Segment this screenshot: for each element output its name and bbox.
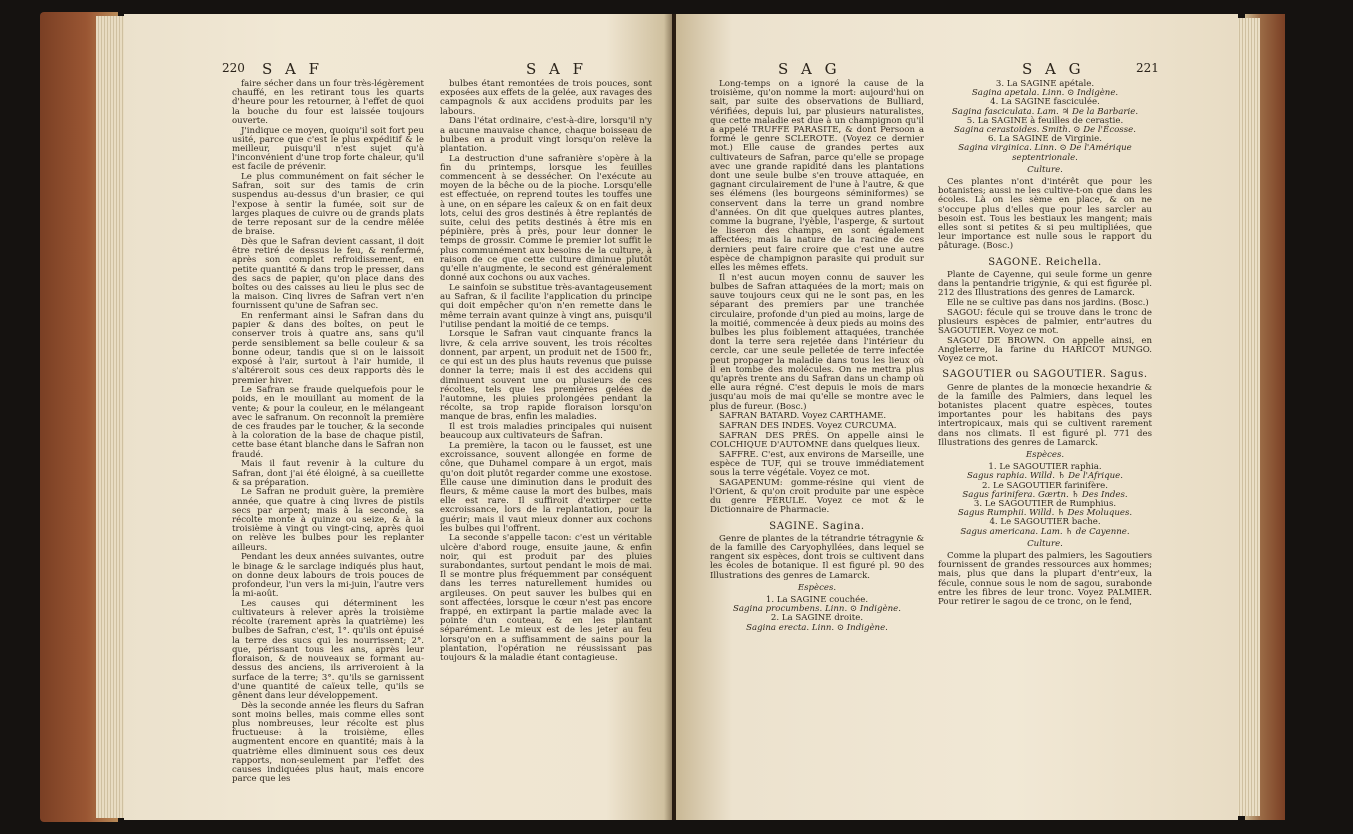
paragraph: Il n'est aucun moyen connu de sauver les bulbes de Safran attaquées de la mort; mais on sauve toujours ceux qui ne le sont pas, en les séparant des premiers par une tranchée circulaire, profonde d'un pied au moins, large de la moitié, commencée à deux pieds au moins des bulbes les plus foiblement attaquées, tranchée dont la terre sera rejetée dans l'intérieur du cercle, car une seule pelletée de terre infectée peut propager la maladie dans tous les lieux où il en tombe des molécules. On ne mettra plus qu'après trente ans du Safran dans un champ où elle aura régné. C'est depuis le mois de mars jusqu'au mois de mai qu'elle se montre avec le plus de fureur. (Bosc.) [710, 272, 924, 412]
species-latin: Sagina cerastoides. Smith. ⊙ De l'Écosse. [954, 125, 1136, 136]
species-entry: 3. Le SAGOUTIER de Rumphius. [973, 499, 1117, 510]
right-page-column-1 [710, 80, 924, 633]
species-latin: Sagus farinifera. Gærtn. ♄ Des Indes. [962, 489, 1128, 500]
paragraph: Comme la plupart des palmiers, les Sagoutiers fournissent de grandes ressources aux hommes; mais, plus que dans la plupart d'entr'eux, la fécule, connue sous le nom de sagou, surabonde entre les fibres de leur tronc. Voyez PALMIER. Pour retirer le sagou de ce tronc, on le fend, [938, 551, 1152, 608]
paragraph: SAFRAN BATARD. Voyez CARTHAME. [719, 411, 887, 422]
running-head-right: S A G [1022, 60, 1085, 78]
paragraph: SAGAPENUM: gomme-résine qui vient de l'Orient, & qu'on croit produite par une espèce du genre FÉRULE. Voyez ce mot & le Dictionnaire de Pharmacie. [710, 477, 924, 516]
species-latin: Sagina virginica. Linn. ⊙ De l'Amérique septentrionale. [958, 143, 1132, 163]
paragraph: Le Safran se fraude quelquefois pour le poids, en le mouillant au moment de la vente; & pour la couleur, en le mélangeant avec le safranum. On reconnoît la première de ces fraudes par le toucher, & la seconde à la coloration de la base de chaque pistil, cette base étant blanche dans le Safran non fraudé. [232, 385, 424, 460]
species-latin: Sagina erecta. Linn. ⊙ Indigène. [746, 622, 888, 633]
paragraph: En renfermant ainsi le Safran dans du papier & dans des boîtes, on peut le conserver trois à quatre ans, sans qu'il perde sensiblement sa belle couleur & sa bonne odeur, tandis que si on le laissoit exposé à l'air, surtout à l'air humide, il s'altéreroit sous ces deux rapports dès le premier hiver. [232, 311, 424, 386]
paragraph: Les causes qui déterminent les cultivateurs à relever après la troisième récolte (rarement après la quatrième) les bulbes de Safran, c'est, 1°. qu'ils ont épuisé la terre des sucs qui les nourrissent; 2°. que, périssant tous les ans, après leur floraison, & de nouveaux se formant au-dessus des anciens, ils arriveroient à la surface de la terre; 3°. qu'ils se garnissent d'une quantité de caïeux telle, qu'ils se gênent dans leur développement. [232, 598, 424, 701]
paragraph: La destruction d'une safranière s'opère à la fin du printemps, lorsque les feuilles commencent à se dessécher. On l'exécute au moyen de la bêche ou de la pioche. Lorsqu'elle est effectuée, on reprend toutes les touffes une à une, on en sépare les caïeux & on en fait deux lots, celui des gros destinés à être replantés de suite, celui des petits destinés à être mis en pépinière, près à près, pour leur donner le temps de grossir. Comme le premier lot suffit le plus communément aux besoins de la culture, à raison de ce que cette culture diminue plutôt qu'elle n'augmente, le second est généralement donné aux cochons ou aux vaches. [440, 153, 652, 284]
paragraph: Dans l'état ordinaire, c'est-à-dire, lorsqu'il n'y a aucune mauvaise chance, chaque boisseau de bulbes en a produit vingt lorsqu'on relève la plantation. [440, 116, 652, 154]
paragraph: Ces plantes n'ont d'intérêt que pour les botanistes; aussi ne les cultive-t-on que dans les écoles. Là on les sème en place, & on ne s'occupe plus d'elles que pour les sarcler au besoin est. Tous les bestiaux les mangent; mais elles sont si petites & si peu multipliées, que leur importance est nulle sous le rapport du pâturage. (Bosc.) [938, 177, 1152, 252]
section-culture: Culture. [1027, 538, 1063, 549]
paragraph: SAFRAN DES INDES. Voyez CURCUMA. [719, 421, 897, 432]
running-head-left-col2: S A F [526, 60, 588, 78]
paragraph: La première, la tacon ou le fausset, est une excroissance, souvent allongée en forme de cône, que Duhamel compare à un ergot, mais qu'on doit plutôt regarder comme une exostose. Elle cause une diminution dans le produit des fleurs, & même cause la mort des bulbes, mais elle est rare. Il suffiroit d'extirper cette excroissance, lors de la replantation, pour la guérir; mais il vaut mieux donner aux cochons les bulbes qui l'offrent. [440, 440, 652, 534]
species-latin: Sagus americana. Lam. ♄ de Cayenne. [960, 526, 1130, 537]
species-entry: 5. La SAGINE à feuilles de cerastie. [966, 115, 1124, 126]
species-entry: 1. La SAGINE couchée. [765, 594, 869, 605]
right-page [676, 14, 1238, 820]
species-latin: Sagina procumbens. Linn. ⊙ Indigène. [733, 604, 901, 615]
running-head-right-col1: S A G [778, 60, 841, 78]
species-entry: 4. La SAGINE fasciculée. [990, 97, 1100, 108]
right-page-column-2 [938, 80, 1152, 608]
section-especes: Espèces. [1025, 450, 1065, 461]
paragraph: bulbes étant remontées de trois pouces, sont exposées aux effets de la gelée, aux ravages des campagnols & aux accidens produits par les labours. [440, 79, 652, 117]
species-latin: Sagus Rumphii. Willd. ♄ Des Moluques. [957, 508, 1133, 519]
species-entry: 6. La SAGINE de Virginie. [988, 134, 1102, 145]
left-page-column-2 [440, 80, 652, 664]
species-latin: Sagina apetala. Linn. ⊙ Indigène. [971, 88, 1119, 99]
species-latin: Sagina fasciculata. Lam. ♃ De la Barbarie. [951, 106, 1139, 117]
species-latin: Sagus raphia. Willd. ♄ De l'Afrique. [967, 471, 1123, 482]
paragraph: SAFFRE. C'est, aux environs de Marseille, une espèce de TUF, qui se trouve immédiatement sous la terre végétale. Voyez ce mot. [710, 449, 924, 479]
paragraph: SAGOU: fécule qui se trouve dans le tronc de plusieurs espèces de palmier, entr'autres du SAGOUTIER. Voyez ce mot. [938, 307, 1152, 337]
section-culture: Culture. [1027, 164, 1063, 175]
section-especes: Espèces. [797, 582, 837, 593]
entry-heading-sagone: SAGONE. Reichella. [988, 256, 1102, 268]
left-page-column-1 [232, 80, 424, 785]
paragraph: Il est trois maladies principales qui nuisent beaucoup aux cultivateurs de Safran. [440, 422, 652, 442]
paragraph: Genre de plantes de la monœcie hexandrie & de la famille des Palmiers, dans lequel les botanistes placent quatre espèces, toutes importantes pour les habitans des pays intertropicaux, mais qui se cultivent rarement dans nos climats. Il est figuré pl. 771 des Illustrations des genres de Lamarck. [938, 382, 1152, 448]
species-entry: 2. La SAGINE droite. [770, 613, 864, 624]
paragraph: Dès la seconde année les fleurs du Safran sont moins belles, mais comme elles sont plus nombreuses, leur récolte est plus fructueuse: à la troisième, elles augmentent encore en quantité; mais à la quatrième elles diminuent sous ces deux rapports, non-seulement par l'effet des causes indiquées plus haut, mais encore parce que les [232, 700, 424, 785]
paragraph: faire sécher dans un four très-légèrement chauffé, en les retirant tous les quarts d'heure pour les retourner, à l'effet de quoi la bouche du four est laissée toujours ouverte. [232, 79, 424, 126]
paragraph: Mais il faut revenir à la culture du Safran, dont j'ai été éloigné, à sa cueillette & sa préparation. [232, 459, 424, 488]
running-head-left: S A F [262, 60, 324, 78]
paragraph: Pendant les deux années suivantes, outre le binage & le sarclage indiqués plus haut, on donne deux labours de trois pouces de profondeur, l'un vers la mi-juin, l'autre vers la mi-août. [232, 552, 424, 600]
species-entry: 4. Le SAGOUTIER bache. [989, 517, 1101, 528]
entry-heading-sagine: SAGINE. Sagina. [769, 520, 865, 532]
paragraph: SAGOU DE BROWN. On appelle ainsi, en Angleterre, la farine du HARICOT MUNGO. Voyez ce mot. [938, 335, 1152, 365]
paragraph: Dès que le Safran devient cassant, il doit être retiré de dessus le feu, & renfermé, après son complet refroidissement, en petite quantité & dans trop le presser, dans des sacs de papier, qu'on place dans des boîtes ou des caisses au lieu le plus sec de la maison. Cinq livres de Safran vert n'en fournissent qu'une de Safran sec. [232, 236, 424, 312]
species-entry: 2. Le SAGOUTIER farinifère. [982, 480, 1108, 491]
species-entry: 1. Le SAGOUTIER raphia. [988, 462, 1102, 473]
paragraph: Le Safran ne produit guère, la première année, que quatre à cinq livres de pistils secs par arpent; mais à la seconde, sa récolte monte à quinze ou seize, & à la troisième à vingt ou vingt-cinq, après quoi on relève les bulbes pour les replanter ailleurs. [232, 487, 424, 553]
page-edges-right [1236, 18, 1260, 816]
paragraph: Le sainfoin se substitue très-avantageusement au Safran, & il facilite l'application du principe qui doit empêcher qu'on n'en remette dans le même terrain avant quinze à vingt ans, puisqu'il l'utilise pendant la moitié de ce temps. [440, 282, 652, 330]
paragraph: Lorsque le Safran vaut cinquante francs la livre, & cela arrive souvent, les trois récoltes donnent, par arpent, un produit net de 1500 fr., ce qui est un des plus hauts revenus que puisse donner la terre; mais il est des accidens qui diminuent souvent une ou plusieurs de ces récoltes, tels que les premières gelées de l'automne, les pluies prolongées pendant la récolte, sa trop rapide floraison lorsqu'on manque de bras, enfin les maladies. [440, 329, 652, 423]
entry-heading-sagoutier: SAGOUTIER ou SAGOUTIER. Sagus. [942, 369, 1148, 381]
paragraph: Genre de plantes de la tétrandrie tétragynie & de la famille des Caryophyllées, dans lequel se rangent six espèces, dont trois se cultivent dans les écoles de botanique. Il est figuré pl. 90 des Illustrations des genres de Lamarck. [710, 533, 924, 581]
left-page [124, 14, 672, 820]
paragraph: Long-temps on a ignoré la cause de la troisième, qu'on nomme la mort: aujourd'hui on sait, par suite des observations de Bulliard, vérifiées, depuis lui, par plusieurs naturalistes, que cette maladie est due à un champignon qu'il a appelé TRUFFE PARASITE, & dont Persoon a formé le genre SCLEROTE. (Voyez ce dernier mot.) Elle cause de grandes pertes aux cultivateurs de Safran, parce qu'elle se propage avec une grande rapidité dans les plantations dont une seule bulbe s'en trouve attaquée, en gagnant circulairement de l'une à l'autre, & que ses élémens (les bourgeons séminiformes) se conservent dans la terre un grand nombre d'années. On dit que quelques autres plantes, comme la bugrane, l'yèble, l'asperge, & surtout le liseron des champs, en sont également affectées; mais la nature de la racine de ces derniers peut faire croire que c'est une autre espèce de champignon parasite qui produit sur elles les mêmes effets. [710, 79, 924, 274]
paragraph: J'indique ce moyen, quoiqu'il soit fort peu usité, parce que c'est le plus expéditif & le meilleur, puisqu'il n'est sujet qu'à l'inconvénient d'une trop forte chaleur, qu'il est facile de prévenir. [232, 125, 424, 173]
paragraph: La seconde s'appelle tacon: c'est un véritable ulcère d'abord rouge, ensuite jaune, & enfin noir, qui est produit par des pluies surabondantes, surtout pendant le mois de mai. Il se montre plus fréquemment par conséquent dans les terres naturellement humides ou argileuses. On peut sauver les bulbes qui en sont affectées, lorsque le cœur n'est pas encore frappé, en extirpant la partie malade avec la pointe d'un couteau, & en les plantant séparément. Le mieux est de les jeter au feu lorsqu'on en a suffisamment de sains pour la plantation, l'opération ne réussissant pas toujours & la maladie étant contagieuse. [440, 533, 652, 664]
paragraph: Elle ne se cultive pas dans nos jardins. (Bosc.) [947, 297, 1149, 308]
species-entry: 3. La SAGINE apétale. [995, 79, 1095, 89]
paragraph: Le plus communément on fait sécher le Safran, soit sur des tamis de crin suspendus au-dessus d'un brasier, ce qui l'expose à sentir la fumée, soit sur de larges plaques de cuivre ou de grands plats de terre reposant sur de la cendre mêlée de braise. [232, 172, 424, 238]
page-number-left: 220 [222, 61, 245, 75]
page-number-right: 221 [1136, 61, 1159, 75]
paragraph: Plante de Cayenne, qui seule forme un genre dans la pentandrie trigynie, & qui est figurée pl. 212 des Illustrations des genres de Lamarck. [938, 269, 1152, 299]
paragraph: SAFRAN DES PRÉS. On appelle ainsi le COLCHIQUE D'AUTOMNE dans quelques lieux. [710, 430, 924, 450]
